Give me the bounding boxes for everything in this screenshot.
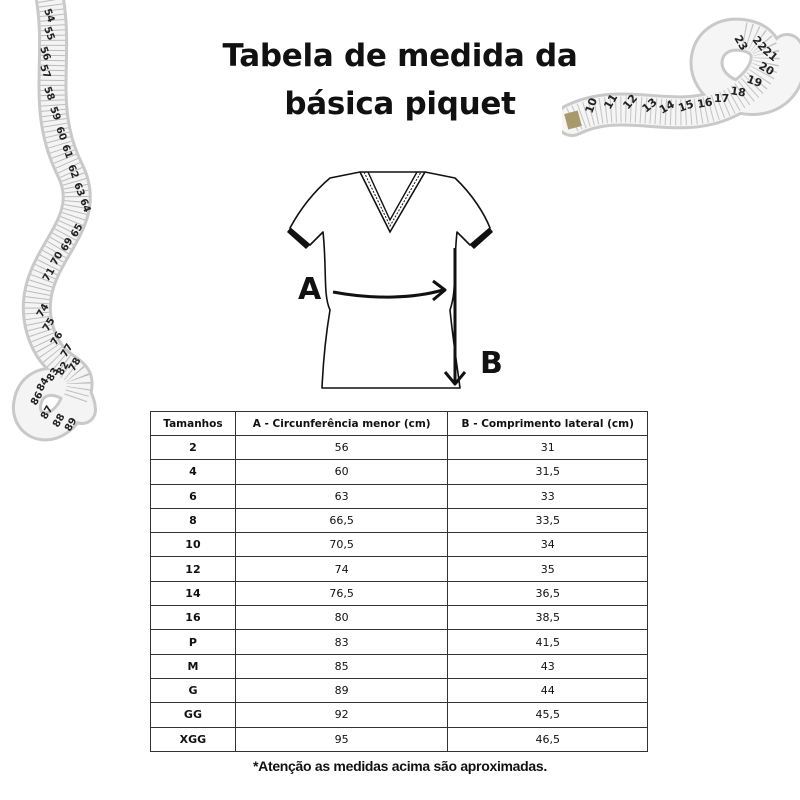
tape-number: 13 — [639, 95, 660, 116]
size-cell: 4 — [151, 460, 236, 484]
side-length-cell: 35 — [448, 557, 648, 581]
tape-number: 16 — [696, 95, 714, 111]
label-a: A — [298, 272, 322, 307]
size-cell: P — [151, 630, 236, 654]
page-title — [0, 32, 800, 128]
circumference-cell: 95 — [235, 727, 448, 751]
side-length-cell: 34 — [448, 533, 648, 557]
size-cell: 14 — [151, 581, 236, 605]
side-length-cell: 33,5 — [448, 508, 648, 532]
tape-number: 69 — [59, 235, 76, 254]
tape-number: 15 — [676, 97, 696, 115]
tape-number: 78 — [67, 355, 84, 374]
title-line-2: básica piquet — [284, 86, 516, 122]
side-length-cell: 38,5 — [448, 606, 648, 630]
circumference-cell: 83 — [235, 630, 448, 654]
tape-number: 87 — [39, 403, 56, 422]
label-b: B — [480, 346, 503, 381]
tape-number: 74 — [35, 301, 52, 320]
tape-number: 88 — [51, 411, 68, 430]
side-length-cell: 43 — [448, 654, 648, 678]
circumference-cell: 74 — [235, 557, 448, 581]
tape-number: 57 — [37, 63, 53, 81]
tape-number: 61 — [59, 143, 75, 161]
table-row — [151, 533, 648, 557]
size-cell: XGG — [151, 727, 236, 751]
tape-number: 71 — [41, 265, 58, 284]
size-cell: 16 — [151, 606, 236, 630]
tape-number: 64 — [77, 197, 93, 215]
size-cell: 6 — [151, 484, 236, 508]
tape-number: 12 — [620, 91, 641, 112]
tape-number: 77 — [59, 341, 76, 360]
size-cell: 8 — [151, 508, 236, 532]
circumference-cell: 85 — [235, 654, 448, 678]
tape-number: 14 — [657, 97, 677, 117]
side-length-cell: 33 — [448, 484, 648, 508]
circumference-cell: 56 — [235, 436, 448, 460]
size-cell: G — [151, 678, 236, 702]
tape-number: 83 — [45, 365, 62, 384]
circumference-cell: 66,5 — [235, 508, 448, 532]
tape-number: 17 — [714, 92, 730, 105]
tape-number: 60 — [53, 125, 69, 143]
size-table — [150, 411, 648, 752]
tape-number: 22 — [749, 33, 770, 54]
table-row — [151, 557, 648, 581]
header-circumference: A - Circunferência menor (cm) — [235, 412, 448, 436]
table-row — [151, 460, 648, 484]
header-sizes: Tamanhos — [151, 412, 236, 436]
tape-number: 18 — [729, 84, 747, 100]
tape-number: 82 — [55, 359, 72, 378]
side-length-cell: 31,5 — [448, 460, 648, 484]
tape-number: 23 — [731, 33, 751, 53]
table-row — [151, 630, 648, 654]
tape-number: 75 — [41, 315, 58, 334]
table-row — [151, 727, 648, 751]
size-cell: 12 — [151, 557, 236, 581]
circumference-cell: 89 — [235, 678, 448, 702]
tape-number: 86 — [29, 389, 46, 408]
table-header-row — [151, 412, 648, 436]
side-length-cell: 36,5 — [448, 581, 648, 605]
tape-number: 70 — [49, 249, 66, 268]
title-line-1: Tabela de medida da — [222, 38, 578, 74]
size-cell: 2 — [151, 436, 236, 460]
tape-number: 63 — [71, 181, 87, 199]
tape-number: 55 — [41, 25, 57, 43]
side-length-cell: 46,5 — [448, 727, 648, 751]
side-length-cell: 31 — [448, 436, 648, 460]
tape-number: 65 — [69, 221, 86, 240]
tape-number: 10 — [582, 96, 601, 116]
tape-number: 54 — [41, 7, 57, 25]
tape-number: 62 — [65, 163, 81, 181]
header-side-length: B - Comprimento lateral (cm) — [448, 412, 648, 436]
tape-number: 58 — [41, 85, 57, 103]
side-length-cell: 41,5 — [448, 630, 648, 654]
table-row — [151, 678, 648, 702]
table-row — [151, 436, 648, 460]
size-cell: 10 — [151, 533, 236, 557]
tape-number: 21 — [760, 44, 781, 65]
circumference-cell: 76,5 — [235, 581, 448, 605]
tape-number: 11 — [601, 91, 621, 112]
side-length-cell: 45,5 — [448, 703, 648, 727]
tape-number: 89 — [63, 415, 80, 434]
circumference-cell: 63 — [235, 484, 448, 508]
size-cell: M — [151, 654, 236, 678]
table-row — [151, 508, 648, 532]
tape-number: 19 — [744, 72, 764, 91]
tape-number: 56 — [37, 45, 53, 63]
table-row — [151, 581, 648, 605]
tape-number: 20 — [756, 59, 777, 79]
circumference-cell: 60 — [235, 460, 448, 484]
table-row — [151, 703, 648, 727]
table-row — [151, 484, 648, 508]
tape-number: 84 — [35, 375, 52, 394]
footnote: *Atenção as medidas acima são aproximadas. — [253, 758, 547, 774]
table-row — [151, 606, 648, 630]
tape-number: 76 — [49, 329, 66, 348]
circumference-cell: 92 — [235, 703, 448, 727]
tape-number: 59 — [47, 105, 63, 123]
table-row — [151, 654, 648, 678]
circumference-cell: 80 — [235, 606, 448, 630]
size-cell: GG — [151, 703, 236, 727]
circumference-cell: 70,5 — [235, 533, 448, 557]
side-length-cell: 44 — [448, 678, 648, 702]
